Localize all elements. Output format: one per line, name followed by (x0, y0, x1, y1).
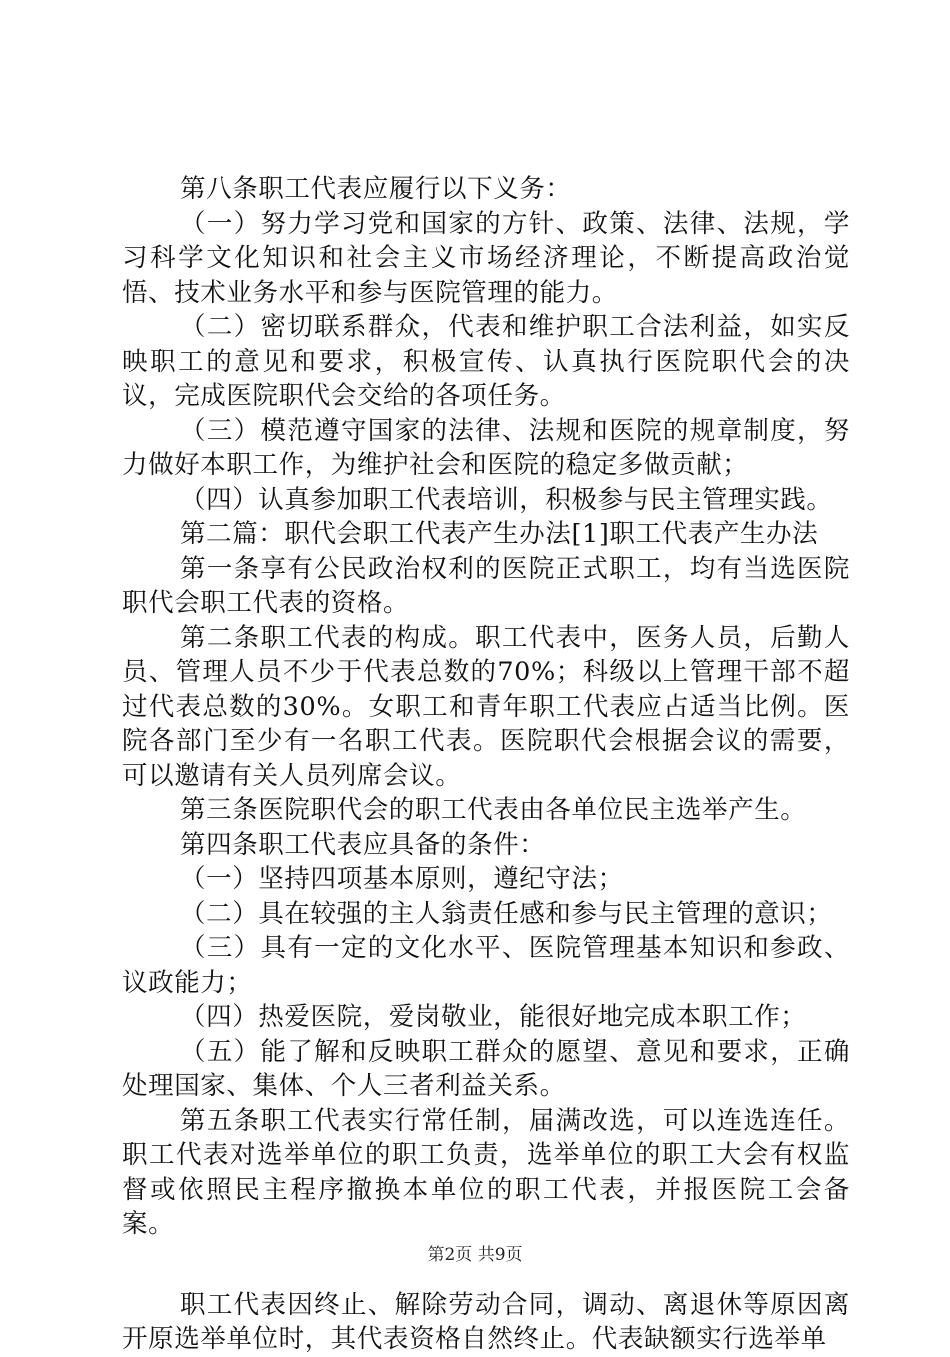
paragraph-condition-3: （三）具有一定的文化水平、医院管理基本知识和参政、议政能力； (122, 933, 850, 998)
paragraph-condition-1: （一）坚持四项基本原则，遵纪守法； (180, 864, 624, 894)
paragraph-article-4: 第四条职工代表应具备的条件： (180, 829, 546, 860)
paragraph-termination: 职工代表因终止、解除劳动合同，调动、离退休等原因离开原选举单位时，其代表资格自然终止。代表缺额实行选举单 (122, 1289, 850, 1354)
paragraph-duty-1: （一）努力学习党和国家的方针、政策、法律、法规，学习科学文化知识和社会主义市场经济理论，不断提高政治觉悟、技术业务水平和参与医院管理的能力。 (122, 208, 850, 308)
paragraph-article-3: 第三条医院职代会的职工代表由各单位民主选举产生。 (180, 795, 807, 825)
paragraph-article-5: 第五条职工代表实行常任制，届满改选，可以连选连任。职工代表对选举单位的职工负责，选举单位的职工大会有权监督或依照民主程序撤换本单位的职工代表，并报医院工会备案。 (122, 1105, 850, 1239)
paragraph-condition-5: （五）能了解和反映职工群众的愿望、意见和要求，正确处理国家、集体、个人三者利益关系。 (122, 1036, 850, 1101)
paragraph-duty-4: （四）认真参加职工代表培训，积极参与民主管理实践。 (180, 484, 833, 515)
paragraph-condition-2: （二）具在较强的主人翁责任感和参与民主管理的意识； (180, 898, 833, 929)
paragraph-duty-2: （二）密切联系群众，代表和维护职工合法利益，如实反映职工的意见和要求，积极宣传、认真执行医院职代会的决议，完成医院职代会交给的各项任务。 (122, 312, 850, 411)
paragraph-article-2: 第二条职工代表的构成。职工代表中，医务人员，后勤人员、管理人员不少于代表总数的70%；科级以上管理干部不超过代表总数的30%。女职工和青年职工代表应占适当比例。医院各部门至少有一名职工代表。医院职代会根据会议的需要，可以邀请有关人员列席会议。 (122, 622, 850, 791)
document-body (122, 172, 850, 1357)
section-heading: 第二篇：职代会职工代表产生办法[1]职工代表产生办法 (180, 519, 819, 549)
paragraph-duty-3: （三）模范遵守国家的法律、法规和医院的规章制度，努力做好本职工作，为维护社会和医院的稳定多做贡献； (122, 415, 850, 480)
paragraph-article-8: 第八条职工代表应履行以下义务： (180, 174, 572, 204)
paragraph-condition-4: （四）热爱医院，爱岗敬业，能很好地完成本职工作； (180, 1002, 807, 1032)
page-number-footer: 第2页 共9页 (427, 1245, 523, 1265)
paragraph-article-1: 第一条享有公民政治权利的医院正式职工，均有当选医院职代会职工代表的资格。 (122, 553, 850, 618)
